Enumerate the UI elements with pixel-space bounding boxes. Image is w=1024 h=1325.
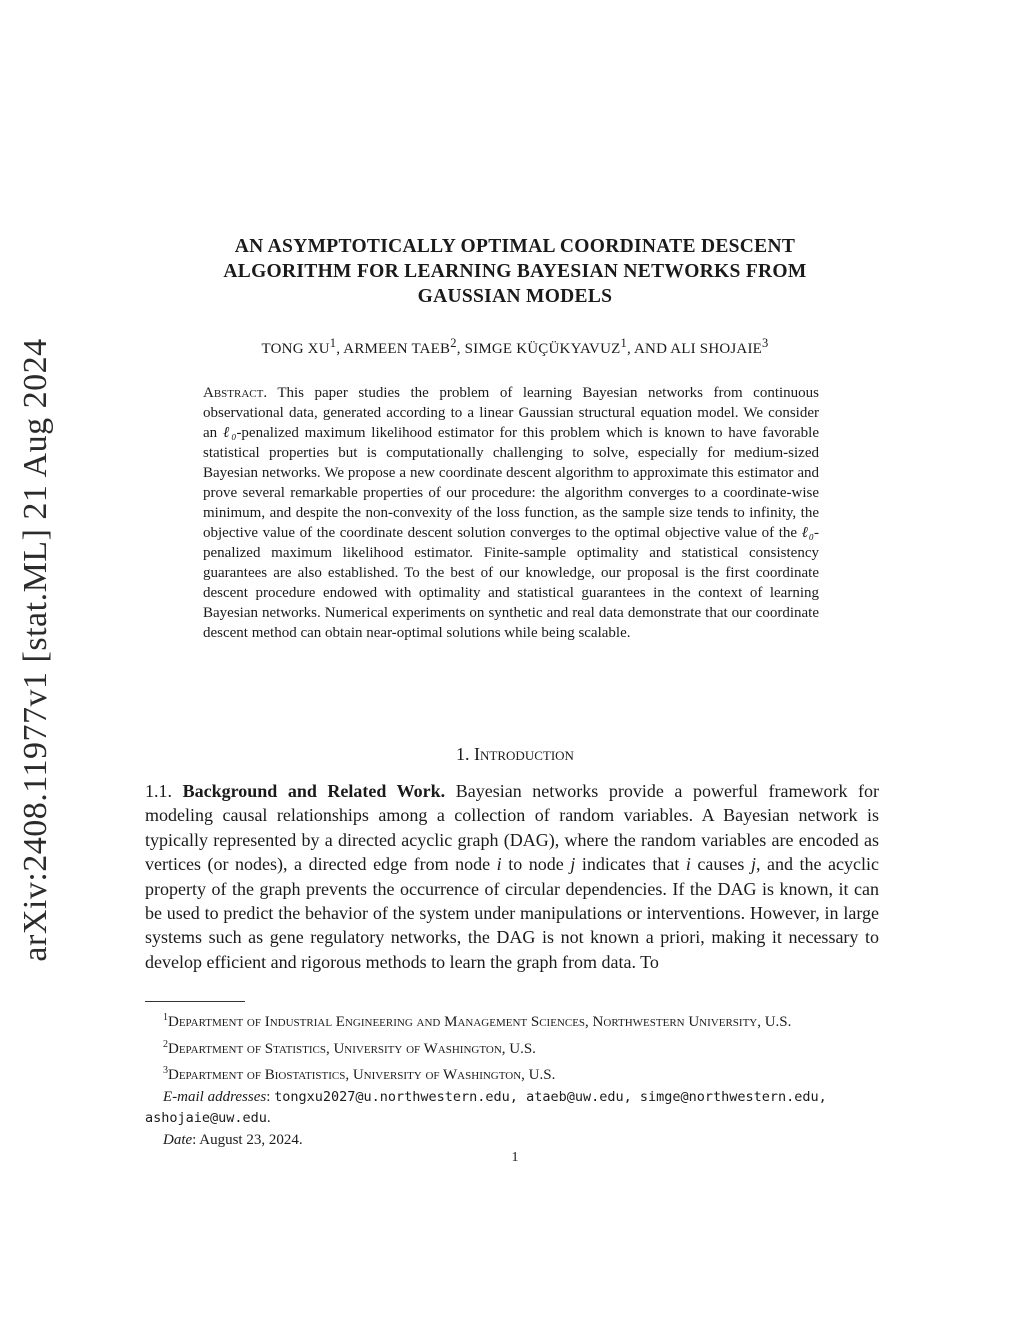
body-text: causes bbox=[690, 854, 751, 875]
body-text: indicates that bbox=[575, 854, 686, 875]
math-ell0: ℓ₀ bbox=[222, 425, 237, 441]
title-line-3: GAUSSIAN MODELS bbox=[417, 286, 613, 307]
abstract bbox=[203, 383, 819, 643]
footnote-mark: 1 bbox=[163, 1012, 168, 1023]
author-name: TONG XU bbox=[261, 341, 330, 357]
footnote-mark: 3 bbox=[163, 1065, 168, 1076]
author-affiliation-mark: 3 bbox=[762, 336, 769, 350]
footnote-rule bbox=[145, 1001, 245, 1002]
math-var: i bbox=[496, 854, 502, 875]
math-var: j bbox=[570, 854, 576, 875]
footnote-text: Department of Biostatistics, University of Washington, U.S. bbox=[168, 1067, 556, 1083]
footnote-date: Date: August 23, 2024. bbox=[163, 1131, 303, 1148]
date-value: August 23, 2024. bbox=[199, 1131, 303, 1148]
author-affiliation-mark: 2 bbox=[450, 336, 457, 350]
title-line-2: ALGORITHM FOR LEARNING BAYESIAN NETWORKS FROM bbox=[223, 261, 807, 282]
author-affiliation-mark: 1 bbox=[620, 336, 627, 350]
author-name: AND ALI SHOJAIE bbox=[634, 341, 763, 357]
author-list: TONG $XU^1$, ARMEEN TAEB$^2$, SIMGE KÜÇÜKYAVUZ$^1$, AND ALI SHOJAIE$^3$ bbox=[261, 336, 769, 357]
email-addresses[interactable]: tongxu2027@u.northwestern.edu, ataeb@uw.edu, simge@northwestern.edu, ashojaie@uw.edu bbox=[145, 1088, 827, 1126]
body-text: Bayesian networks provide a powerful framework for modeling causal relationships among a collection of random variables. A Bayesian network is typically represented by a directed acyclic graph (DAG), where the random variables are encoded as vertices (or nodes), a directed edge from node bbox=[145, 781, 880, 875]
page-number: 1 bbox=[511, 1150, 519, 1165]
introduction-paragraph bbox=[145, 779, 879, 974]
footnote-emails: E-mail addresses: tongxu2027@u.northwestern.edu, ataeb@uw.edu, simge@northwestern.edu, ashojaie@uw.edu. bbox=[145, 1088, 827, 1126]
footnote-text: Department of Industrial Engineering and Management Sciences, Northwestern University, U.S. bbox=[168, 1014, 792, 1030]
paper-title bbox=[150, 234, 880, 309]
section-number: 1. bbox=[456, 744, 470, 764]
abstract-text: -penalized maximum likelihood estimator. Finite-sample optimality and statistical consistency guarantees are also established. To the best of our knowledge, our proposal is the first coordinate descent procedure endowed with optimality and statistical guarantees in the context of learning Bayesian networks. Numerical experiments on synthetic and real data demonstrate that our coordinate descent method can obtain near-optimal solutions while being scalable. bbox=[203, 525, 819, 641]
abstract-label: Abstract. bbox=[203, 385, 268, 401]
abstract-text: This paper studies the problem of learning Bayesian networks from continuous observational data, generated according to a linear Gaussian structural equation model. We consider an bbox=[203, 385, 820, 441]
footnotes bbox=[145, 1007, 879, 1151]
math-var: i bbox=[685, 854, 691, 875]
footnote-affiliation-3 bbox=[145, 1060, 879, 1087]
math-ell0: ℓ₀ bbox=[801, 525, 814, 541]
author-name: SIMGE KÜÇÜKYAVUZ bbox=[464, 341, 621, 357]
arxiv-identifier: arXiv:2408.11977v1 [stat.ML] 21 Aug 2024 bbox=[17, 338, 54, 962]
author-name: ARMEEN TAEB bbox=[343, 341, 451, 357]
title-line-1: AN ASYMPTOTICALLY OPTIMAL COORDINATE DESCENT bbox=[234, 236, 796, 257]
subsection-number: 1.1. bbox=[145, 781, 172, 801]
abstract-text: -penalized maximum likelihood estimator for this problem which is known to have favorable statistical properties but is computationally challenging to solve, especially for medium-sized Bayesian networks. We propose a new coordinate descent algorithm to approximate this estimator and prove several remarkable properties of our procedure: the algorithm converges to a coordinate-wise minimum, and despite the non-convexity of the loss function, as the sample size tends to infinity, the objective value of the coordinate descent solution converges to the optimal objective value of the bbox=[203, 425, 819, 541]
footnote-affiliation-1 bbox=[145, 1007, 879, 1034]
email-label: E-mail addresses bbox=[163, 1088, 267, 1105]
math-var: j bbox=[750, 854, 756, 875]
subsection-title: Background and Related Work. bbox=[182, 781, 446, 801]
footnote-affiliation-2 bbox=[145, 1034, 879, 1061]
body-text: , and the acyclic property of the graph prevents the occurrence of circular dependencies. If the DAG is known, it can be used to predict the behavior of the system under manipulations or interventions. However, in large systems such as gene regulatory networks, the DAG is not known a priori, making it necessary to develop efficient and rigorous methods to learn the graph from data. To bbox=[145, 854, 879, 972]
section-heading bbox=[150, 744, 880, 765]
footnote-mark: 2 bbox=[163, 1038, 168, 1050]
section-title: Introduction bbox=[474, 744, 574, 764]
author-affiliation-mark: 1 bbox=[329, 336, 337, 350]
body-text: to node bbox=[501, 854, 571, 875]
footnote-text: Department of Statistics, University of Washington, U.S. bbox=[168, 1040, 536, 1057]
arxiv-sidebar bbox=[14, 300, 58, 1000]
date-label: Date bbox=[163, 1131, 193, 1148]
